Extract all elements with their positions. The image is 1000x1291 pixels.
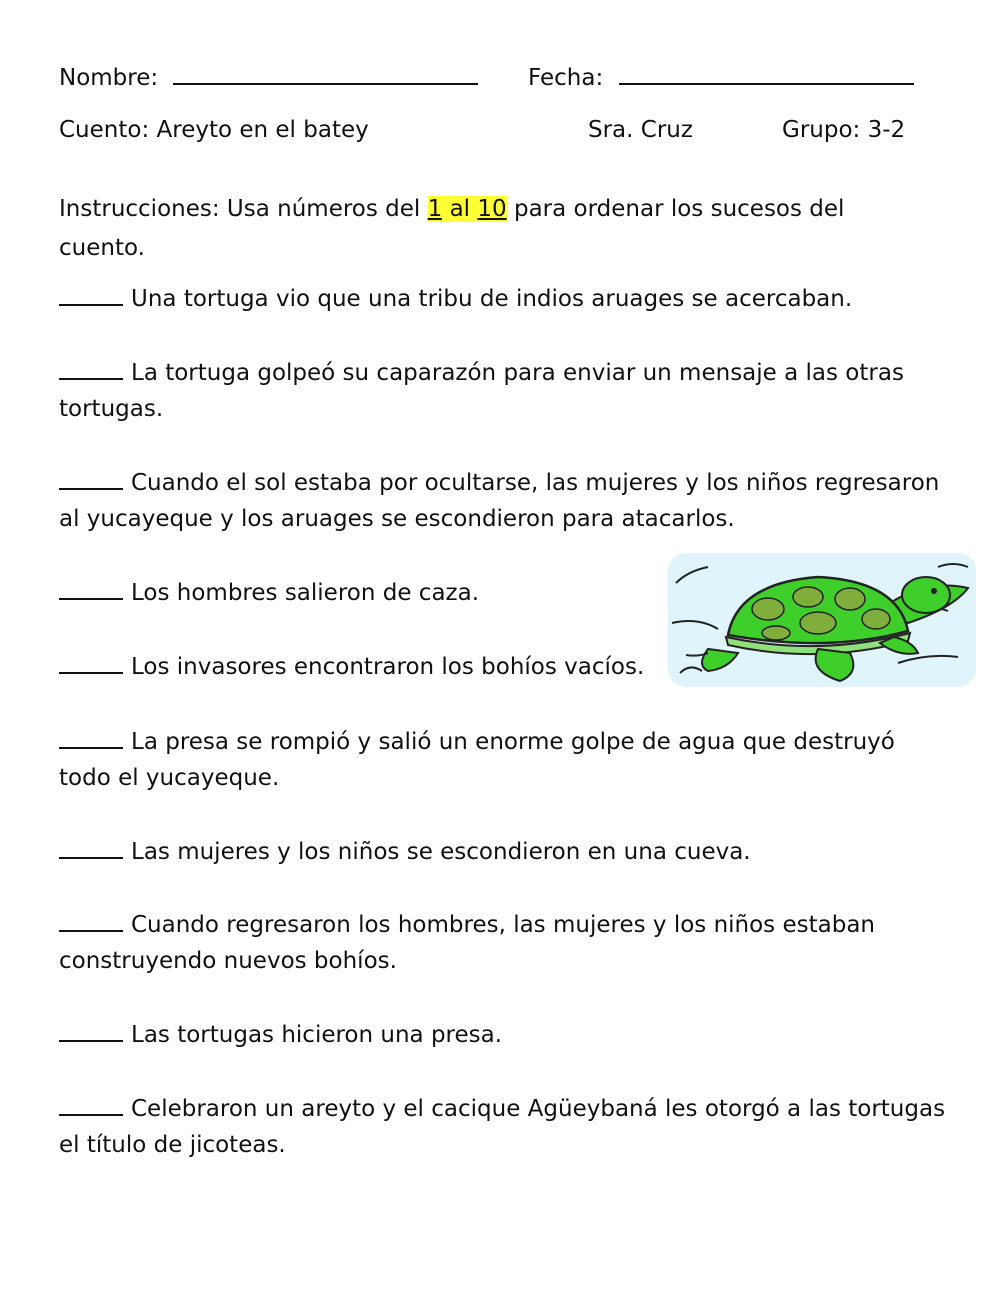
- item-text: Una tortuga vio que una tribu de indios aruages se acercaban.: [131, 286, 853, 312]
- list-item: [59, 649, 659, 685]
- list-item: [59, 465, 949, 537]
- list-item: [59, 281, 949, 317]
- list-item: [59, 355, 949, 427]
- turtle-icon: [668, 553, 976, 687]
- answer-blank[interactable]: [59, 468, 123, 490]
- name-field[interactable]: [173, 61, 478, 85]
- instructions-prefix: Instrucciones: Usa números del: [59, 196, 428, 222]
- list-item: [59, 907, 949, 979]
- item-text: Las tortugas hicieron una presa.: [131, 1022, 503, 1048]
- answer-blank[interactable]: [59, 837, 123, 859]
- item-text: Los hombres salieron de caza.: [131, 580, 480, 606]
- instructions-suffix: para ordenar los sucesos del: [506, 196, 845, 222]
- answer-blank[interactable]: [59, 652, 123, 674]
- list-item: [59, 1091, 949, 1163]
- group-label: Grupo: 3-2: [782, 117, 906, 143]
- item-text: La tortuga golpeó su caparazón para enviar un mensaje a las otras tortugas.: [59, 360, 904, 422]
- teacher-name: Sra. Cruz: [588, 117, 693, 143]
- highlight-one: 1: [427, 196, 443, 222]
- story-title: Cuento: Areyto en el batey: [59, 117, 369, 143]
- answer-blank[interactable]: [59, 1094, 123, 1116]
- item-text: Cuando regresaron los hombres, las mujeres y los niños estaban construyendo nuevos bohíos.: [59, 912, 875, 974]
- highlight-al: al: [442, 196, 478, 222]
- answer-blank[interactable]: [59, 727, 123, 749]
- item-text: Las mujeres y los niños se escondieron en una cueva.: [131, 839, 751, 865]
- list-item: [59, 724, 949, 796]
- answer-blank[interactable]: [59, 910, 123, 932]
- turtle-illustration: [668, 553, 976, 687]
- list-item: [59, 1017, 949, 1053]
- list-item: [59, 575, 659, 611]
- answer-blank[interactable]: [59, 284, 123, 306]
- answer-blank[interactable]: [59, 358, 123, 380]
- instructions: [59, 191, 844, 227]
- name-label: Nombre:: [59, 65, 159, 91]
- highlight-ten: 10: [477, 196, 507, 222]
- list-item: [59, 834, 949, 870]
- answer-blank[interactable]: [59, 578, 123, 600]
- name-row: [59, 60, 478, 96]
- answer-blank[interactable]: [59, 1020, 123, 1042]
- item-text: Los invasores encontraron los bohíos vacíos.: [131, 654, 645, 680]
- item-text: La presa se rompió y salió un enorme golpe de agua que destruyó todo el yucayeque.: [59, 729, 895, 791]
- date-row: [528, 60, 914, 96]
- date-label: Fecha:: [528, 65, 604, 91]
- date-field[interactable]: [619, 61, 914, 85]
- item-text: Celebraron un areyto y el cacique Agüeybaná les otorgó a las tortugas el título de jicoteas.: [59, 1096, 946, 1158]
- item-text: Cuando el sol estaba por ocultarse, las mujeres y los niños regresaron al yucayeque y los aruages se escondieron para atacarlos.: [59, 470, 940, 532]
- instructions-line2: cuento.: [59, 235, 145, 261]
